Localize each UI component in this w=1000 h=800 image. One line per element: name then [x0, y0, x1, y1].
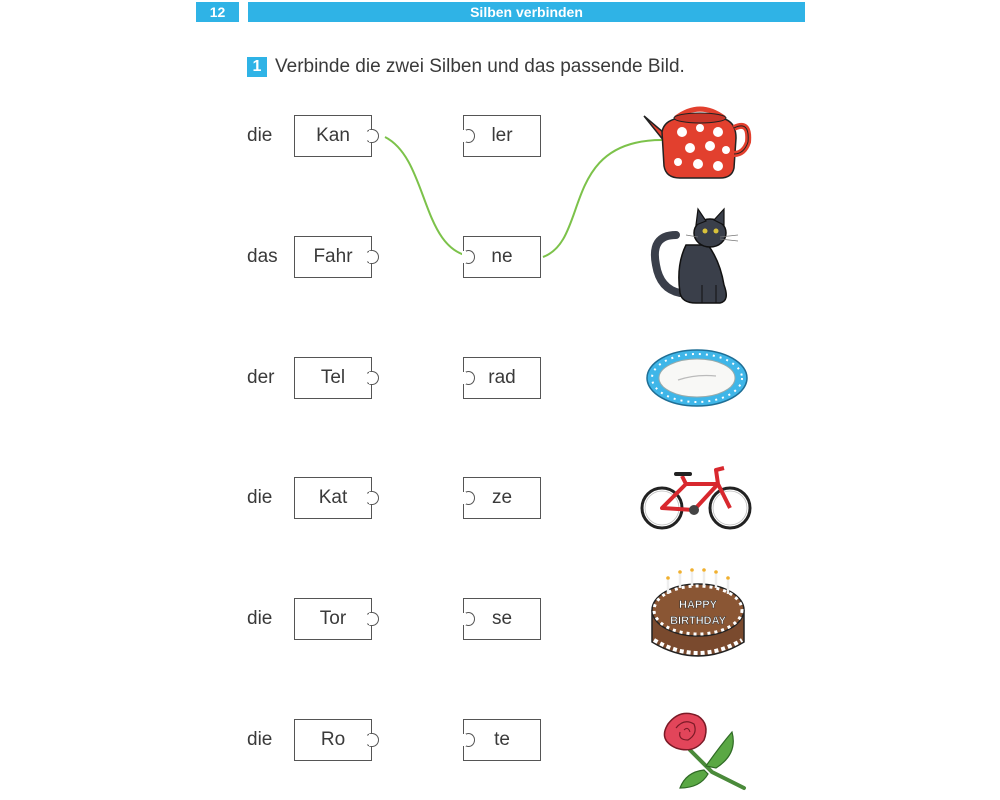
- syllable-text: ler: [491, 125, 513, 146]
- birthday-cake-icon[interactable]: [646, 566, 750, 668]
- syllable-text: Tor: [319, 608, 347, 629]
- syllable-piece-right[interactable]: [463, 477, 541, 519]
- task-text: Verbinde die zwei Silben und das passende Bild.: [275, 56, 685, 77]
- syllable-piece-right[interactable]: [463, 236, 541, 278]
- syllable-piece-left[interactable]: [294, 598, 372, 640]
- cake-text-birthday: BIRTHDAY: [670, 615, 726, 627]
- page-title: Silben verbinden: [248, 2, 805, 22]
- article-label: die: [247, 608, 273, 629]
- cat-icon[interactable]: [646, 205, 738, 307]
- syllable-piece-right[interactable]: [463, 719, 541, 761]
- syllable-text: Kat: [318, 487, 348, 508]
- page-number: 12: [196, 2, 239, 22]
- cake-text-happy: HAPPY: [679, 599, 717, 611]
- article-label: der: [247, 367, 275, 388]
- syllable-piece-left[interactable]: [294, 236, 372, 278]
- syllable-text: se: [491, 608, 513, 629]
- watering-can-icon[interactable]: [640, 98, 752, 180]
- syllable-piece-right[interactable]: [463, 115, 541, 157]
- syllable-piece-right[interactable]: [463, 357, 541, 399]
- syllable-text: ze: [491, 487, 513, 508]
- syllable-text: Fahr: [313, 246, 353, 267]
- article-label: die: [247, 125, 273, 146]
- syllable-piece-right[interactable]: [463, 598, 541, 640]
- syllable-piece-left[interactable]: [294, 357, 372, 399]
- plate-icon[interactable]: [644, 346, 750, 410]
- syllable-text: ne: [491, 246, 513, 267]
- syllable-text: Tel: [320, 367, 346, 388]
- syllable-text: Ro: [320, 729, 346, 750]
- rose-icon[interactable]: [650, 706, 754, 800]
- syllable-text: rad: [488, 367, 516, 388]
- syllable-piece-left[interactable]: [294, 115, 372, 157]
- syllable-text: te: [494, 729, 510, 750]
- bicycle-icon[interactable]: [638, 458, 754, 534]
- syllable-text: Kan: [316, 125, 350, 146]
- task-number-badge: 1: [247, 57, 267, 77]
- article-label: die: [247, 729, 273, 750]
- syllable-piece-left[interactable]: [294, 477, 372, 519]
- article-label: die: [247, 487, 273, 508]
- article-label: das: [247, 246, 278, 267]
- syllable-piece-left[interactable]: [294, 719, 372, 761]
